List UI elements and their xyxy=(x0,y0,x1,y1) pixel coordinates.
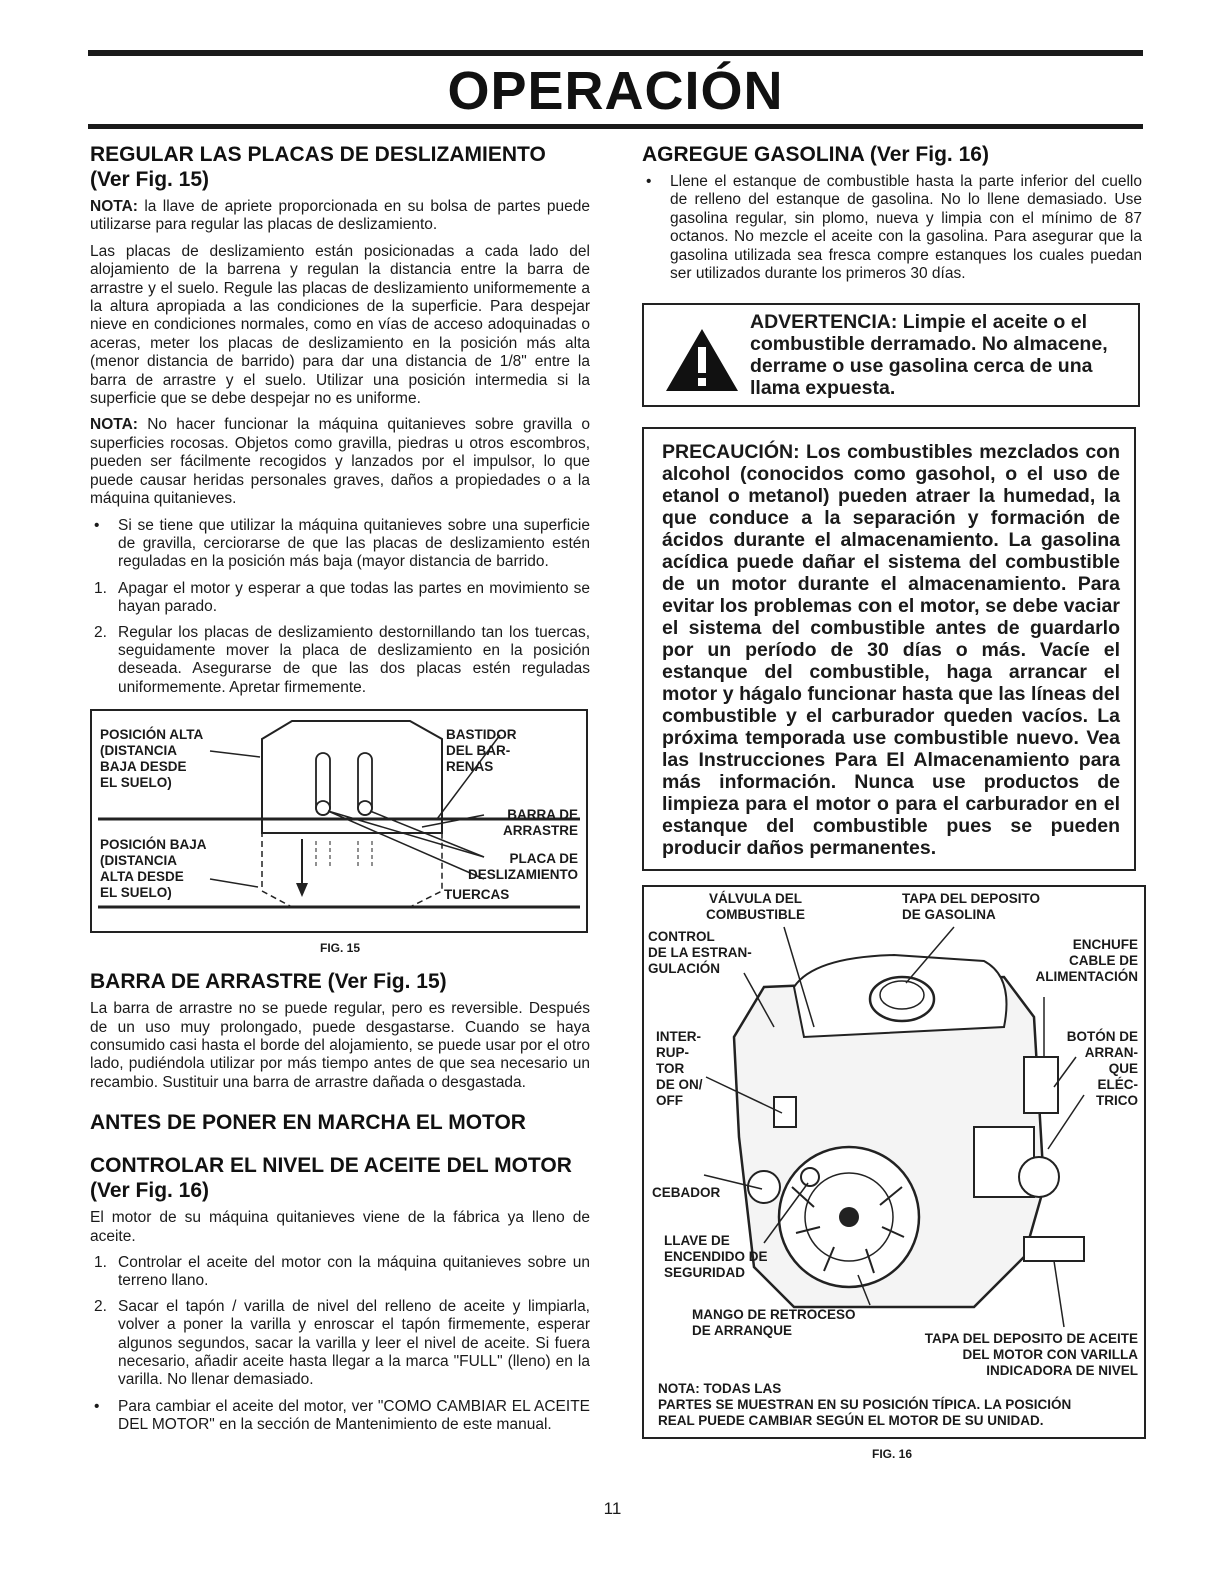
fig16-label: BOTÓN DE ARRAN- QUE ELÉC- TRICO xyxy=(1066,1029,1138,1109)
paragraph-barra: La barra de arrastre no se puede regular, pero es reversible. Después de un uso muy prolongado, puede desgastarse. Cuando se haya consumido casi hasta el borde del alojamiento, se puede usar por el otro lado, pudiéndola utilizar por más tiempo antes de que sea necesario un recambio. Sustituir una barra de arrastre dañada o desgastada. xyxy=(90,1000,590,1091)
bullet-list xyxy=(90,1398,590,1435)
note-text: la llave de apriete proporcionada en su bolsa de partes puede utilizarse para regular las placas de deslizamiento. xyxy=(90,198,590,234)
note-label: NOTA: xyxy=(90,198,138,215)
section-heading-gasolina: AGREGUE GASOLINA (Ver Fig. 16) xyxy=(642,143,989,166)
warning-text: ADVERTENCIA: Limpie el aceite o el combustible derramado. No almacene, derrame o use gasolina cerca de una llama expuesta. xyxy=(750,311,1108,400)
left-column xyxy=(90,142,590,1443)
page-title: OPERACIÓN xyxy=(447,61,784,121)
paragraph-aceite: El motor de su máquina quitanieves viene de la fábrica ya lleno de aceite. xyxy=(90,1209,590,1245)
fig16-label: VÁLVULA DEL COMBUSTIBLE xyxy=(706,891,805,923)
bullet-list xyxy=(642,173,1142,283)
note-text: No hacer funcionar la máquina quitanieves sobre gravilla o superficies rocosas. Objetos como gravilla, piedras u otros escombros, pueden ser fácilmente recogidos y lanzados por el impulsor, lo que puede causar heridas personales graves, daños a propiedades o a la máquina quitanieves. xyxy=(90,416,590,508)
fig16-note: NOTA: TODAS LAS PARTES SE MUESTRAN EN SU POSICIÓN TÍPICA. LA POSICIÓN REAL PUEDE CAMBIAR SEGÚN EL MOTOR DE SU UNIDAD. xyxy=(658,1381,1072,1429)
fig16-label: CEBADOR xyxy=(652,1185,721,1201)
note-paragraph-2 xyxy=(90,416,590,508)
fig15-label: PLACA DE DESLIZAMIENTO xyxy=(467,851,578,883)
section-heading-aceite: CONTROLAR EL NIVEL DE ACEITE DEL MOTOR (Ver Fig. 16) xyxy=(90,1154,572,1203)
fig15-label: BARRA DE ARRASTRE xyxy=(502,807,578,839)
fig16-label: TAPA DEL DEPOSITO DE GASOLINA xyxy=(902,891,1041,923)
paragraph-placas: Las placas de deslizamiento están posicionadas a cada lado del alojamiento de la barrena y regulan la distancia entre la barra de arrastre y el suelo. Regule las placas de deslizamiento uniformemente a la altura apropiada a las condiciones de la superficie. Para despejar nieve en condiciones normales, como en vías de acceso adoquinadas o aceras, meter los placas de deslizamiento en la posición más alta (menor distancia de barrido) para dar una distancia de 1/8" entre la barra de arrastre y el suelo. Utilizar una posición intermedia si la superficie que se debe despejar no es uniforme. xyxy=(90,242,590,408)
list-item: 1. Apagar el motor y esperar a que todas las partes en movimiento se hayan parado. xyxy=(94,579,590,616)
caution-text: PRECAUCIÓN: Los combustibles mezclados con alcohol (conocidos como gasohol, o el uso de etanol o metanol) pueden atraer la humedad, la que conduce a la separación y formación de ácidos durante el almacenamiento. La gasolina acídica puede dañar el sistema del combustible de un motor durante el almacenamiento. Para evitar los problemas con el motor, se debe vaciar el sistema del combustible antes de guardarlo por un período de 30 días o más. Vacíe el estanque del combustible, haga arrancar el motor y hágalo funcionar hasta que las líneas del combustible y el carburador queden vacíos. La próxima temporada use combustible nuevo. Vea las Instrucciones Para El Almacenamiento para más información. Nunca use productos de limpieza para el motor o para el carburador en el estanque del combustible pues se pueden producir daños permanentes. xyxy=(662,441,1120,860)
fig16-label: LLAVE DE ENCENDIDO DE SEGURIDAD xyxy=(664,1233,768,1281)
fig16-label: ENCHUFE CABLE DE ALIMENTACIÓN xyxy=(1035,937,1138,985)
header-rule-top xyxy=(88,50,1143,56)
figure-16 xyxy=(642,885,1146,1439)
figure-caption: FIG. 16 xyxy=(871,1447,912,1462)
section-heading-placas: REGULAR LAS PLACAS DE DESLIZAMIENTO (Ver Fig. 15) xyxy=(90,143,546,191)
steps-list xyxy=(90,580,590,697)
warning-triangle-icon xyxy=(664,327,740,393)
figure-15 xyxy=(90,709,588,933)
list-item: 2. Regular los placas de deslizamiento destornillando tan los tuercas, seguidamente mover la placa de deslizamiento en la posición deseada. Asegurarse de que las dos placas estén reguladas uniformemente. Apretar firmemente. xyxy=(94,623,590,696)
header-rule-bottom xyxy=(88,124,1143,129)
caution-box xyxy=(642,427,1136,871)
fig16-label: MANGO DE RETROCESO DE ARRANQUE xyxy=(692,1307,856,1339)
section-heading-barra: BARRA DE ARRASTRE (Ver Fig. 15) xyxy=(90,970,447,994)
list-item: • Llene el estanque de combustible hasta la parte inferior del cuello de relleno del estanque de gasolina. No lo llene demasiado. Use gasolina regular, sin plomo, nueva y limpia con el mínimo de 87 octanos. No mezcle el aceite con la gasolina. Para asegurar que la gasolina utilizada sea fresca compre estanques los cuales puedan ser utilizados durante los primeros 30 días. xyxy=(646,173,1142,283)
note-paragraph-1 xyxy=(90,198,590,235)
list-item: 2. Sacar el tapón / varilla de nivel del relleno de aceite y limpiarla, volver a poner la varilla y enroscar el tapón firmemente, esperar algunos segundos, sacar la varilla y leer el nivel de aceite. Si fuera necesario, añadir aceite hasta llegar a la marca "FULL" (lleno) en la varilla. No llenar demasiado. xyxy=(94,1297,590,1389)
fig15-label: POSICIÓN ALTA (DISTANCIA BAJA DESDE EL SUELO) xyxy=(100,727,204,791)
list-item: • Para cambiar el aceite del motor, ver "COMO CAMBIAR EL ACEITE DEL MOTOR" en la sección de Mantenimiento de este manual. xyxy=(94,1397,590,1434)
fig16-label: CONTROL DE LA ESTRAN- GULACIÓN xyxy=(648,929,752,977)
steps-list xyxy=(90,1254,590,1390)
fig16-label: INTER- RUP- TOR DE ON/ OFF xyxy=(656,1029,703,1109)
bullet-list xyxy=(90,517,590,572)
fig16-label: TAPA DEL DEPOSITO DE ACEITE DEL MOTOR CON VARILLA INDICADORA DE NIVEL xyxy=(924,1331,1138,1379)
list-item: 1. Controlar el aceite del motor con la máquina quitanieves sobre un terreno llano. xyxy=(94,1254,590,1290)
figure-caption: FIG. 15 xyxy=(319,941,360,956)
fig15-label: POSICIÓN BAJA (DISTANCIA ALTA DESDE EL SUELO) xyxy=(100,837,207,901)
fig15-label: TUERCAS xyxy=(444,887,510,903)
fig15-label: BASTIDOR DEL BAR- RENAS xyxy=(446,727,517,775)
right-column xyxy=(642,142,1142,1475)
section-heading-antes: ANTES DE PONER EN MARCHA EL MOTOR xyxy=(90,1111,526,1135)
page-number: 11 xyxy=(603,1499,622,1518)
note-label: NOTA: xyxy=(90,416,138,434)
warning-box xyxy=(642,303,1140,407)
list-item: • Si se tiene que utilizar la máquina quitanieves sobre una superficie de gravilla, cerciorarse de que las placas de deslizamiento estén reguladas en la posición más baja (mayor distancia de barrido. xyxy=(94,516,590,571)
